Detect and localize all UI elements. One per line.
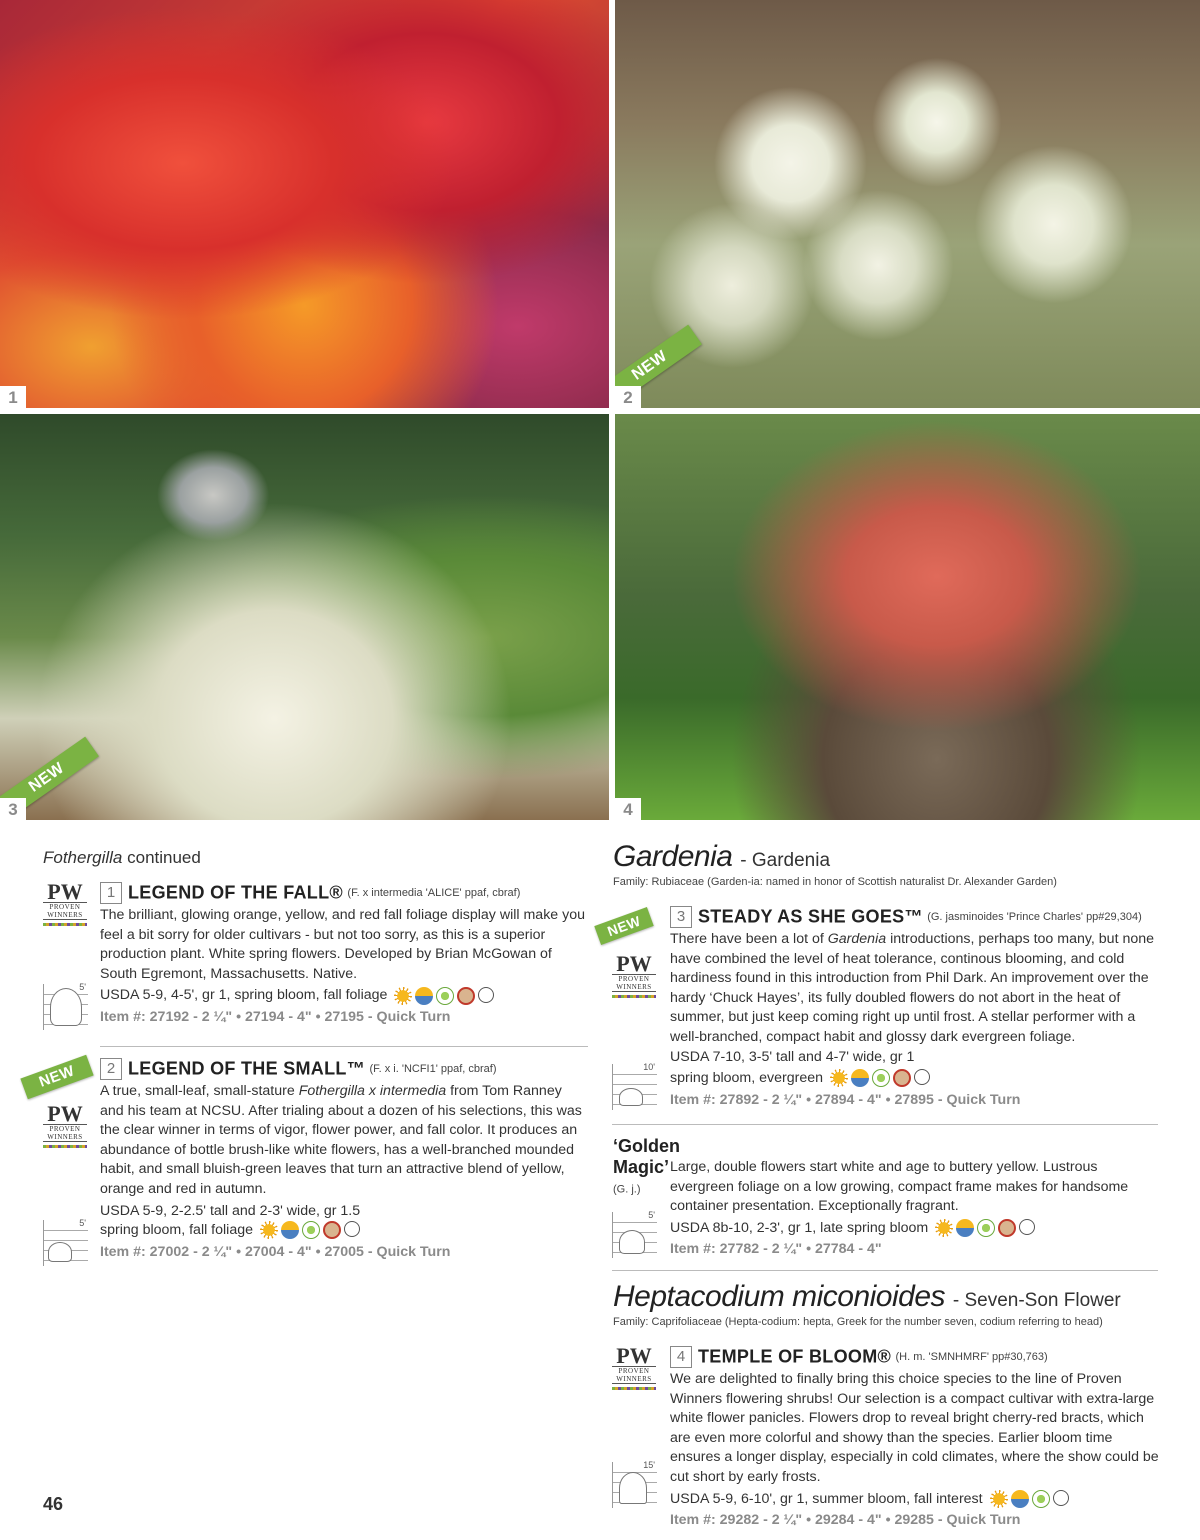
continued-genus: Fothergilla (43, 848, 123, 867)
proven-winners-logo (43, 879, 87, 926)
pw-text: PROVEN WINNERS (43, 902, 87, 920)
genus-name: Heptacodium miconioides (613, 1280, 946, 1313)
genus-name: Gardenia (613, 840, 733, 873)
entry-items: Item #: 27782 - 2 ¼" • 27784 - 4" (670, 1241, 882, 1258)
usda-text: USDA 8b-10, 2-3', gr 1, late spring bloom (670, 1219, 929, 1236)
new-badge: NEW (594, 907, 653, 945)
photo-legend-of-the-fall (0, 0, 609, 408)
entry-botanical: (G. jasminoides 'Prince Charles' pp#29,304) (927, 911, 1142, 923)
section-title (613, 840, 1173, 874)
proven-winners-logo (612, 951, 656, 998)
new-badge: NEW (0, 737, 99, 820)
heptacodium-section-heading (613, 1280, 1173, 1328)
entry-legend-of-the-fall (100, 882, 585, 1028)
size-graphic (43, 984, 88, 1030)
size-graphic (43, 1220, 88, 1266)
continued-word: continued (127, 848, 201, 867)
part-sun-icon (851, 1069, 869, 1087)
pw-mark: PW (47, 879, 83, 904)
entry-description: The brilliant, glowing orange, yellow, and red fall foliage display will make you feel a bit sorry for older cultivars - but not too sorry, as this is a superior production plant. White spring flowers. Developed by Brian McGowan of South Egremont, Massachusetts. Native. (100, 907, 585, 982)
photo-number: 2 (615, 386, 641, 408)
flower-icon (344, 1221, 360, 1237)
pw-text: PROVEN WINNERS (43, 1124, 87, 1142)
page-number: 46 (43, 1494, 64, 1514)
new-badge: NEW (20, 1055, 93, 1100)
proven-winners-logo (43, 1101, 87, 1148)
new-badge: NEW (615, 325, 702, 408)
size-graphic (612, 1064, 657, 1110)
full-sun-icon (935, 1219, 953, 1237)
size-label: 15' (643, 1460, 655, 1470)
size-label: 5' (648, 1210, 655, 1220)
entry-usda (670, 1219, 1160, 1239)
entry-usda-2 (100, 1221, 585, 1241)
gardenia-section-heading (613, 840, 1173, 888)
entry-name: TEMPLE OF BLOOM® (698, 1346, 892, 1367)
entry-usda: USDA 5-9, 2-2.5' tall and 2-3' wide, gr 1.5 (100, 1202, 361, 1219)
entry-number: 3 (670, 906, 692, 928)
section-title (613, 1280, 1173, 1314)
entry-usda (100, 986, 585, 1006)
entry-number: 1 (100, 882, 122, 904)
photo-temple-of-bloom (615, 414, 1200, 820)
entry-description: Large, double flowers start white and age to buttery yellow. Lustrous evergreen foliage on a low growing, compact frame makes for handsome container presentation. Exceptionally fragrant. (670, 1159, 1129, 1215)
photo-legend-of-the-small (615, 0, 1200, 408)
pw-text: PROVEN WINNERS (612, 1366, 656, 1384)
entry-name: STEADY AS SHE GOES™ (698, 906, 923, 927)
common-name: - Gardenia (740, 850, 831, 871)
entry-golden-magic (670, 1158, 1160, 1260)
size-graphic (612, 1212, 657, 1258)
pw-mark: PW (47, 1101, 83, 1126)
size-label: 10' (643, 1062, 655, 1072)
entry-items: Item #: 27002 - 2 ¼" • 27004 - 4" • 27005 - Quick Turn (100, 1243, 451, 1260)
photo-number: 1 (0, 386, 26, 408)
entry-description: We are delighted to finally bring this choice species to the line of Proven Winners flowering shrubs! Our selection is a compact cultivar with extra-large white flower panicles. Flowers drop to reveal bright cherry-red bracts, which are even more colorful and showy than the species. Earlier bloom time ensures a longer display, especially in cold climates, where the show could be cut short by early frosts. (670, 1371, 1159, 1485)
flower-icon (1053, 1490, 1069, 1506)
pw-text: PROVEN WINNERS (612, 974, 656, 992)
hummingbird-icon (302, 1221, 320, 1239)
entry-usda (670, 1490, 1160, 1510)
family-line: Family: Caprifoliaceae (Hepta-codium: hepta, Greek for the number seven, codium referring to head) (613, 1316, 1103, 1328)
usda-text: USDA 5-9, 6-10', gr 1, summer bloom, fall interest (670, 1490, 983, 1507)
pw-mark: PW (616, 1343, 652, 1368)
entry-temple-of-bloom (670, 1346, 1160, 1531)
flower-icon (914, 1069, 930, 1085)
entry-legend-of-the-small (100, 1058, 585, 1263)
size-graphic (612, 1462, 657, 1508)
entry-botanical: (H. m. 'SMNHMRF' pp#30,763) (895, 1351, 1048, 1363)
flower-icon (1019, 1219, 1035, 1235)
attribute-icons (990, 1490, 1069, 1508)
entry-description: There have been a lot of Gardenia introductions, perhaps too many, but none have combined the level of heat tolerance, continous blooming, and cold hardiness found in this introduction from Phil Dark. An improvement over the hardy ‘Chuck Hayes’, its fully doubled flowers do not abort in the heat of summer, but just keep coming right up until frost. A stellar performer with a well-branched, compact habit and glossy dark evergreen foliage. (670, 931, 1155, 1045)
hummingbird-icon (977, 1219, 995, 1237)
part-sun-icon (956, 1219, 974, 1237)
family-line: Family: Rubiaceae (Garden-ia: named in honor of Scottish naturalist Dr. Alexander Garden) (613, 876, 1057, 888)
full-sun-icon (394, 987, 412, 1005)
attribute-icons (830, 1069, 930, 1087)
entry-name: LEGEND OF THE SMALL™ (128, 1058, 365, 1079)
part-sun-icon (1011, 1490, 1029, 1508)
entry-number: 2 (100, 1058, 122, 1080)
deer-resistant-icon (998, 1219, 1016, 1237)
entry-usda: USDA 7-10, 3-5' tall and 4-7' wide, gr 1 (670, 1048, 915, 1065)
entry-name: LEGEND OF THE FALL® (128, 882, 343, 903)
entry-botanical: (F. x intermedia 'ALICE' ppaf, cbraf) (347, 887, 521, 899)
deer-resistant-icon (893, 1069, 911, 1087)
attribute-icons (935, 1219, 1035, 1237)
proven-winners-logo (612, 1343, 656, 1390)
entry-description: A true, small-leaf, small-stature Fothergilla x intermedia from Tom Ranney and his team at NCSU. After trialing about a dozen of his selections, this was the clear winner in terms of vigor, flower power, and fall color. It produces an abundance of bottle brush-like white flowers, has a well-branched mounded habit, and small bluish-green leaves that turn an attractive blend of yellow, orange and red in autumn. (100, 1083, 582, 1197)
pw-mark: PW (616, 951, 652, 976)
entry-items: Item #: 29282 - 2 ¼" • 29284 - 4" • 29285 - Quick Turn (670, 1512, 1021, 1529)
entry-items: Item #: 27892 - 2 ¼" • 27894 - 4" • 27895 - Quick Turn (670, 1091, 1021, 1108)
usda-text: spring bloom, fall foliage (100, 1222, 253, 1239)
attribute-icons (394, 987, 494, 1005)
full-sun-icon (260, 1221, 278, 1239)
photo-number: 3 (0, 798, 26, 820)
part-sun-icon (415, 987, 433, 1005)
entry-botanical: (G. j.) (613, 1183, 641, 1196)
entry-usda-2 (670, 1069, 1160, 1089)
flower-icon (478, 987, 494, 1003)
deer-resistant-icon (457, 987, 475, 1005)
hummingbird-icon (872, 1069, 890, 1087)
deer-resistant-icon (323, 1221, 341, 1239)
hummingbird-icon (436, 987, 454, 1005)
usda-text: spring bloom, evergreen (670, 1070, 823, 1087)
entry-name: ‘Golden Magic’ (613, 1136, 680, 1177)
size-label: 5' (79, 1218, 86, 1228)
entry-botanical: (F. x i. 'NCFI1' ppaf, cbraf) (369, 1063, 497, 1075)
photo-steady-as-she-goes (0, 414, 609, 820)
entry-steady-as-she-goes (670, 906, 1160, 1111)
common-name: - Seven-Son Flower (952, 1290, 1121, 1311)
usda-text: USDA 5-9, 4-5', gr 1, spring bloom, fall foliage (100, 987, 388, 1004)
photo-number: 4 (615, 798, 641, 820)
size-label: 5' (79, 982, 86, 992)
entry-number: 4 (670, 1346, 692, 1368)
hummingbird-icon (1032, 1490, 1050, 1508)
full-sun-icon (830, 1069, 848, 1087)
attribute-icons (260, 1221, 360, 1239)
full-sun-icon (990, 1490, 1008, 1508)
entry-items: Item #: 27192 - 2 ¼" • 27194 - 4" • 27195 - Quick Turn (100, 1008, 451, 1025)
part-sun-icon (281, 1221, 299, 1239)
continued-heading (43, 848, 201, 868)
